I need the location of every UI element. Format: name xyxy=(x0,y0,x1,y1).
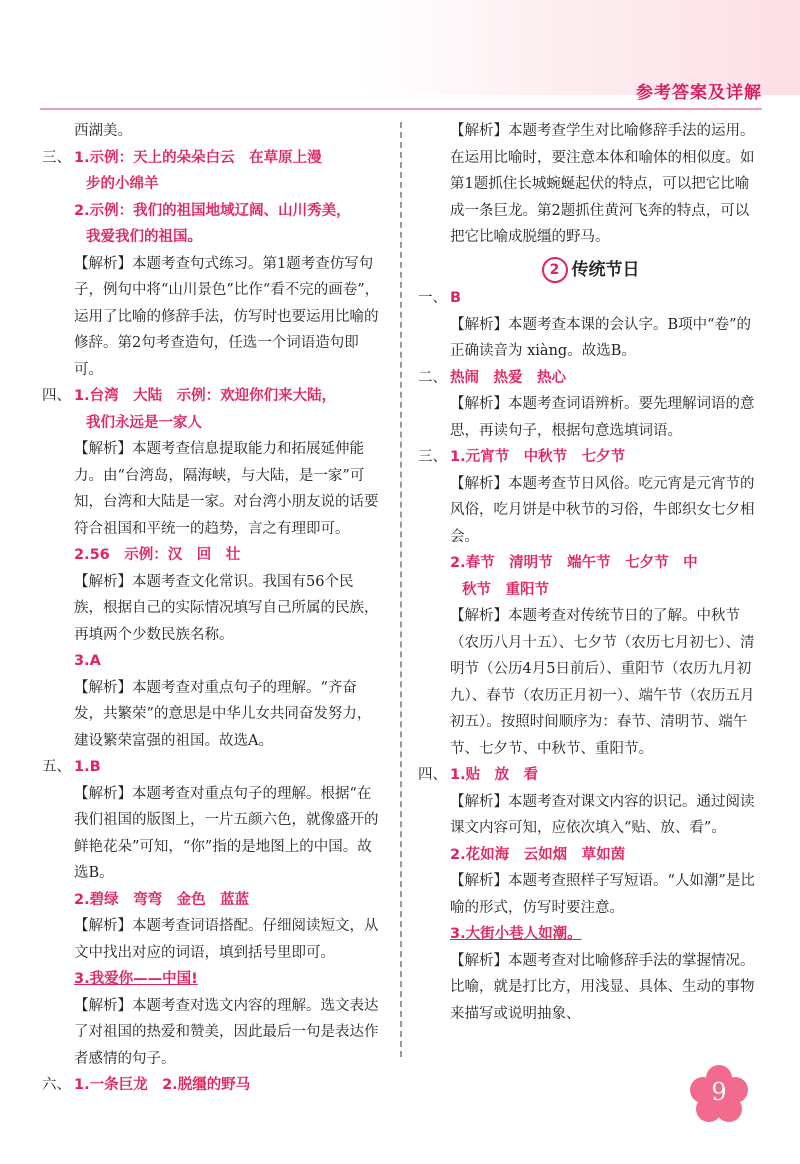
column-divider xyxy=(400,122,402,1057)
continuation-text: 西湖美。 xyxy=(74,123,132,139)
section-4 xyxy=(42,383,382,436)
answer-text: 3.我爱你——中国! xyxy=(74,971,198,987)
answer-text: 1.元宵节 中秋节 七夕节 xyxy=(450,449,626,465)
question-number: 1. xyxy=(74,388,90,404)
explanation: 【解析】本题考查节日风俗。吃元宵是元宵节的风俗，吃月饼是中秋节的习俗，牛郎织女七夕相会。 xyxy=(450,475,755,545)
section-label: 四、 xyxy=(42,388,71,404)
answer-text: 示例：天上的朵朵白云 在草原上漫 xyxy=(89,149,322,166)
section-3 xyxy=(42,145,382,251)
section-label: 四、 xyxy=(418,767,447,783)
left-column xyxy=(42,118,382,1099)
explanation: 【解析】本题考查学生对比喻修辞手法的运用。在运用比喻时，要注意本体和喻体的相似度。如第1题抓住长城蜿蜒起伏的特点，可以把它比喻成一条巨龙。第2题抓住黄河飞奔的特点，可以把它比喻成脱缰的野马。 xyxy=(450,123,755,245)
explanation: 【解析】本题考查对重点句子的理解。根据“在我们祖国的版图上，一片五颜六色，就像盛开的鲜艳花朵”可知，“你”指的是地图上的中国。故选B。 xyxy=(74,785,379,881)
answer-text: 步的小绵羊 xyxy=(86,176,159,192)
page-header-title: 参考答案及详解 xyxy=(636,83,762,103)
lesson-number-badge: 2 xyxy=(542,257,568,283)
section-label: 五、 xyxy=(42,759,71,775)
section-label: 二、 xyxy=(418,369,447,386)
question-number: 1. xyxy=(74,149,90,166)
section-4 xyxy=(418,762,763,789)
section-label: 一、 xyxy=(418,290,447,306)
answer-text: 2.碧绿 弯弯 金色 蓝蓝 xyxy=(74,891,250,908)
answer-text: 我们永远是一家人 xyxy=(86,414,202,431)
header-divider xyxy=(40,108,762,110)
lesson-title: 传统节日 xyxy=(571,259,640,280)
section-5 xyxy=(42,754,382,781)
answer-text: 2.春节 清明节 端午节 七夕节 中 xyxy=(450,555,698,571)
answer-text: 2.56 示例：汉 回 壮 xyxy=(74,547,241,563)
question-number: 2. xyxy=(74,202,90,219)
answer-text: 2.花如海 云如烟 草如茵 xyxy=(450,846,626,863)
answer-text: 1.B xyxy=(74,759,101,775)
answer-text: 1.一条巨龙 2.脱缰的野马 xyxy=(74,1077,251,1093)
lesson-heading xyxy=(418,257,763,284)
section-3 xyxy=(418,444,763,471)
answer-text: 热闹 热爱 热心 xyxy=(450,369,566,386)
answer-text: 秋节 重阳节 xyxy=(462,581,549,598)
answer-text: B xyxy=(450,290,462,306)
section-label: 三、 xyxy=(42,149,71,166)
explanation: 【解析】本题考查文化常识。我国有56个民族，根据自己的实际情况填写自己所属的民族，再填两个少数民族名称。 xyxy=(74,573,379,643)
section-label: 六、 xyxy=(42,1077,71,1093)
explanation: 【解析】本题考查句式练习。第1题考查仿写句子，例句中将“山川景色”比作“看不完的画卷”，运用了比喻的修辞手法，仿写时也要运用比喻的修辞。第2句考查造句，任选一个词语造句即可。 xyxy=(74,255,380,378)
answer-text: 示例：我们的祖国地域辽阔、山川秀美， xyxy=(89,202,351,219)
section-6 xyxy=(42,1072,382,1099)
explanation: 【解析】本题考查对选文内容的理解。选文表达了对祖国的热爱和赞美，因此最后一句是表达作者感情的句子。 xyxy=(74,997,379,1067)
answer-text: 台湾 大陆 示例：欢迎你们来大陆， xyxy=(89,388,337,404)
explanation: 【解析】本题考查本课的会认字。B项中“卷”的正确读音为 xiàng。故选B。 xyxy=(450,316,751,359)
explanation: 【解析】本题考查对重点句子的理解。“齐奋发，共繁荣”的意思是中华儿女共同奋发努力，建设繁荣富强的祖国。故选A。 xyxy=(74,679,372,749)
answer-text: 3.A xyxy=(74,653,101,669)
explanation: 【解析】本题考查对比喻修辞手法的掌握情况。比喻，就是打比方，用浅显、具体、生动的事物来描写或说明抽象、 xyxy=(450,952,755,1022)
right-column xyxy=(418,118,763,1027)
answer-text: 我爱我们的祖国。 xyxy=(86,229,202,245)
explanation: 【解析】本题考查信息提取能力和拓展延伸能力。由“台湾岛，隔海峡，与大陆，是一家”可知，台湾和大陆是一家。对台湾小朋友说的话要符合祖国和平统一的趋势，言之有理即可。 xyxy=(74,441,379,537)
explanation: 【解析】本题考查词语搭配。仔细阅读短文，从文中找出对应的词语，填到括号里即可。 xyxy=(74,918,379,961)
section-2 xyxy=(418,365,763,392)
answer-text: 1.贴 放 看 xyxy=(450,767,539,783)
answer-text: 3.大街小巷人如潮。 xyxy=(450,926,582,942)
explanation: 【解析】本题考查照样子写短语。“人如潮”是比喻的形式，仿写时要注意。 xyxy=(450,873,755,916)
explanation: 【解析】本题考查对课文内容的识记。通过阅读课文内容可知，应依次填入“贴、放、看”。 xyxy=(450,793,755,836)
explanation: 【解析】本题考查词语辨析。要先理解词语的意思，再读句子，根据句意选填词语。 xyxy=(450,396,755,439)
page-number: 9 xyxy=(711,1078,727,1106)
explanation: 【解析】本题考查对传统节日的了解。中秋节（农历八月十五）、七夕节（农历七月初七）、清明节（公历4月5日前后）、重阳节（农历九月初九）、春节（农历正月初一）、端午节（农历五月初五）。按照时间顺序为：春节、清明节、端午节、七夕节、中秋节、重阳节。 xyxy=(450,608,755,757)
section-label: 三、 xyxy=(418,449,447,465)
section-1 xyxy=(418,285,763,312)
